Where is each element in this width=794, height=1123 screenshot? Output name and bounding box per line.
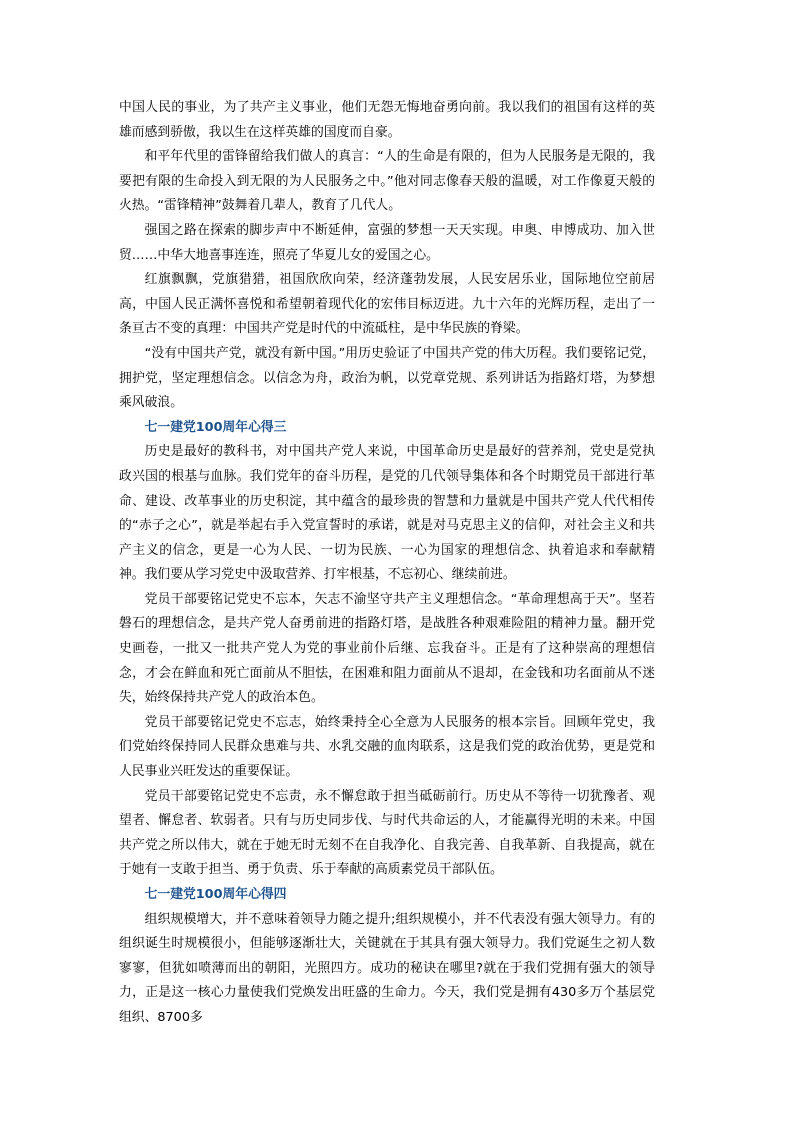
document-body [119, 96, 655, 1031]
paragraph: 历史是最好的教科书，对中国共产党人来说，中国革命历史是最好的营养剂，党史是党执政兴国的根基与血脉。我们党年的奋斗历程，是党的几代领导集体和各个时期党员干部进行革命、建设、改革事业的历史积淀，其中蕴含的最珍贵的智慧和力量就是中国共产党人代代相传的“赤子之心”，就是举起右手入党宣誓时的承诺，就是对马克思主义的信仰，对社会主义和共产主义的信念，更是一心为人民、一切为民族、一心为国家的理想信念、执着追求和奉献精神。我们要从学习党史中汲取营养、打牢根基，不忘初心、继续前进。 [119, 444, 655, 583]
section-heading: 七一建党100周年心得三 [144, 419, 287, 435]
paragraph: 党员干部要铭记党史不忘本，矢志不渝坚守共产主义理想信念。“革命理想高于天”。坚若磐石的理想信念，是共产党人奋勇前进的指路灯塔，是战胜各种艰难险阻的精神力量。翻开党史画卷，一批又一批共产党人为党的事业前仆后继、忘我奋斗。正是有了这种崇高的理想信念，才会在鲜血和死亡面前从不胆怯，在困难和阻力面前从不退却，在金钱和功名面前从不迷失，始终保持共产党人的政治本色。 [119, 591, 655, 706]
paragraph: 中国人民的事业，为了共产主义事业，他们无怨无悔地奋勇向前。我以我们的祖国有这样的英雄而感到骄傲，我以生在这样英雄的国度而自豪。 [119, 100, 655, 140]
paragraph: 红旗飘飘，党旗猎猎，祖国欣欣向荣，经济蓬勃发展，人民安居乐业，国际地位空前居高，中国人民正满怀喜悦和希望朝着现代化的宏伟目标迈进。九十六年的光辉历程，走出了一条亘古不变的真理：中国共产党是时代的中流砥柱，是中华民族的脊梁。 [119, 272, 655, 337]
paragraph: 和平年代里的雷锋留给我们做人的真言：“人的生命是有限的，但为人民服务是无限的，我要把有限的生命投入到无限的为人民服务之中。”他对同志像春天般的温暖，对工作像夏天般的火热。“雷锋精神”鼓舞着几辈人，教育了几代人。 [119, 149, 655, 214]
paragraph: 党员干部要铭记党史不忘责，永不懈怠敢于担当砥砺前行。历史从不等待一切犹豫者、观望者、懈怠者、软弱者。只有与历史同步伐、与时代共命运的人，才能赢得光明的未来。中国共产党之所以伟大，就在于她无时无刻不在自我净化、自我完善、自我革新、自我提高，就在于她有一支敢于担当、勇于负责、乐于奉献的高质素党员干部队伍。 [119, 788, 655, 878]
paragraph: 组织规模增大，并不意味着领导力随之提升;组织规模小，并不代表没有强大领导力。有的组织诞生时规模很小，但能够逐渐壮大，关键就在于其具有强大领导力。我们党诞生之初人数寥寥，但犹如喷薄而出的朝阳，光照四方。成功的秘诀在哪里?就在于我们党拥有强大的领导力，正是这一核心力量使我们党焕发出旺盛的生命力。今天，我们党是拥有430多万个基层党组织、8700多 [119, 911, 655, 1025]
paragraph: 党员干部要铭记党史不忘志，始终秉持全心全意为人民服务的根本宗旨。回顾年党史，我们党始终保持同人民群众患难与共、水乳交融的血肉联系，这是我们党的政治优势，更是党和人民事业兴旺发达的重要保证。 [119, 714, 655, 780]
paragraph: 强国之路在探索的脚步声中不断延伸，富强的梦想一天天实现。申奥、申博成功、加入世贸……中华大地喜事连连，照亮了华夏儿女的爱国之心。 [119, 222, 655, 263]
paragraph: “没有中国共产党，就没有新中国。”用历史验证了中国共产党的伟大历程。我们要铭记党，拥护党，坚定理想信念。以信念为舟，政治为帆，以党章党规、系列讲话为指路灯塔，为梦想乘风破浪。 [119, 345, 655, 411]
section-heading: 七一建党100周年心得四 [144, 887, 287, 902]
